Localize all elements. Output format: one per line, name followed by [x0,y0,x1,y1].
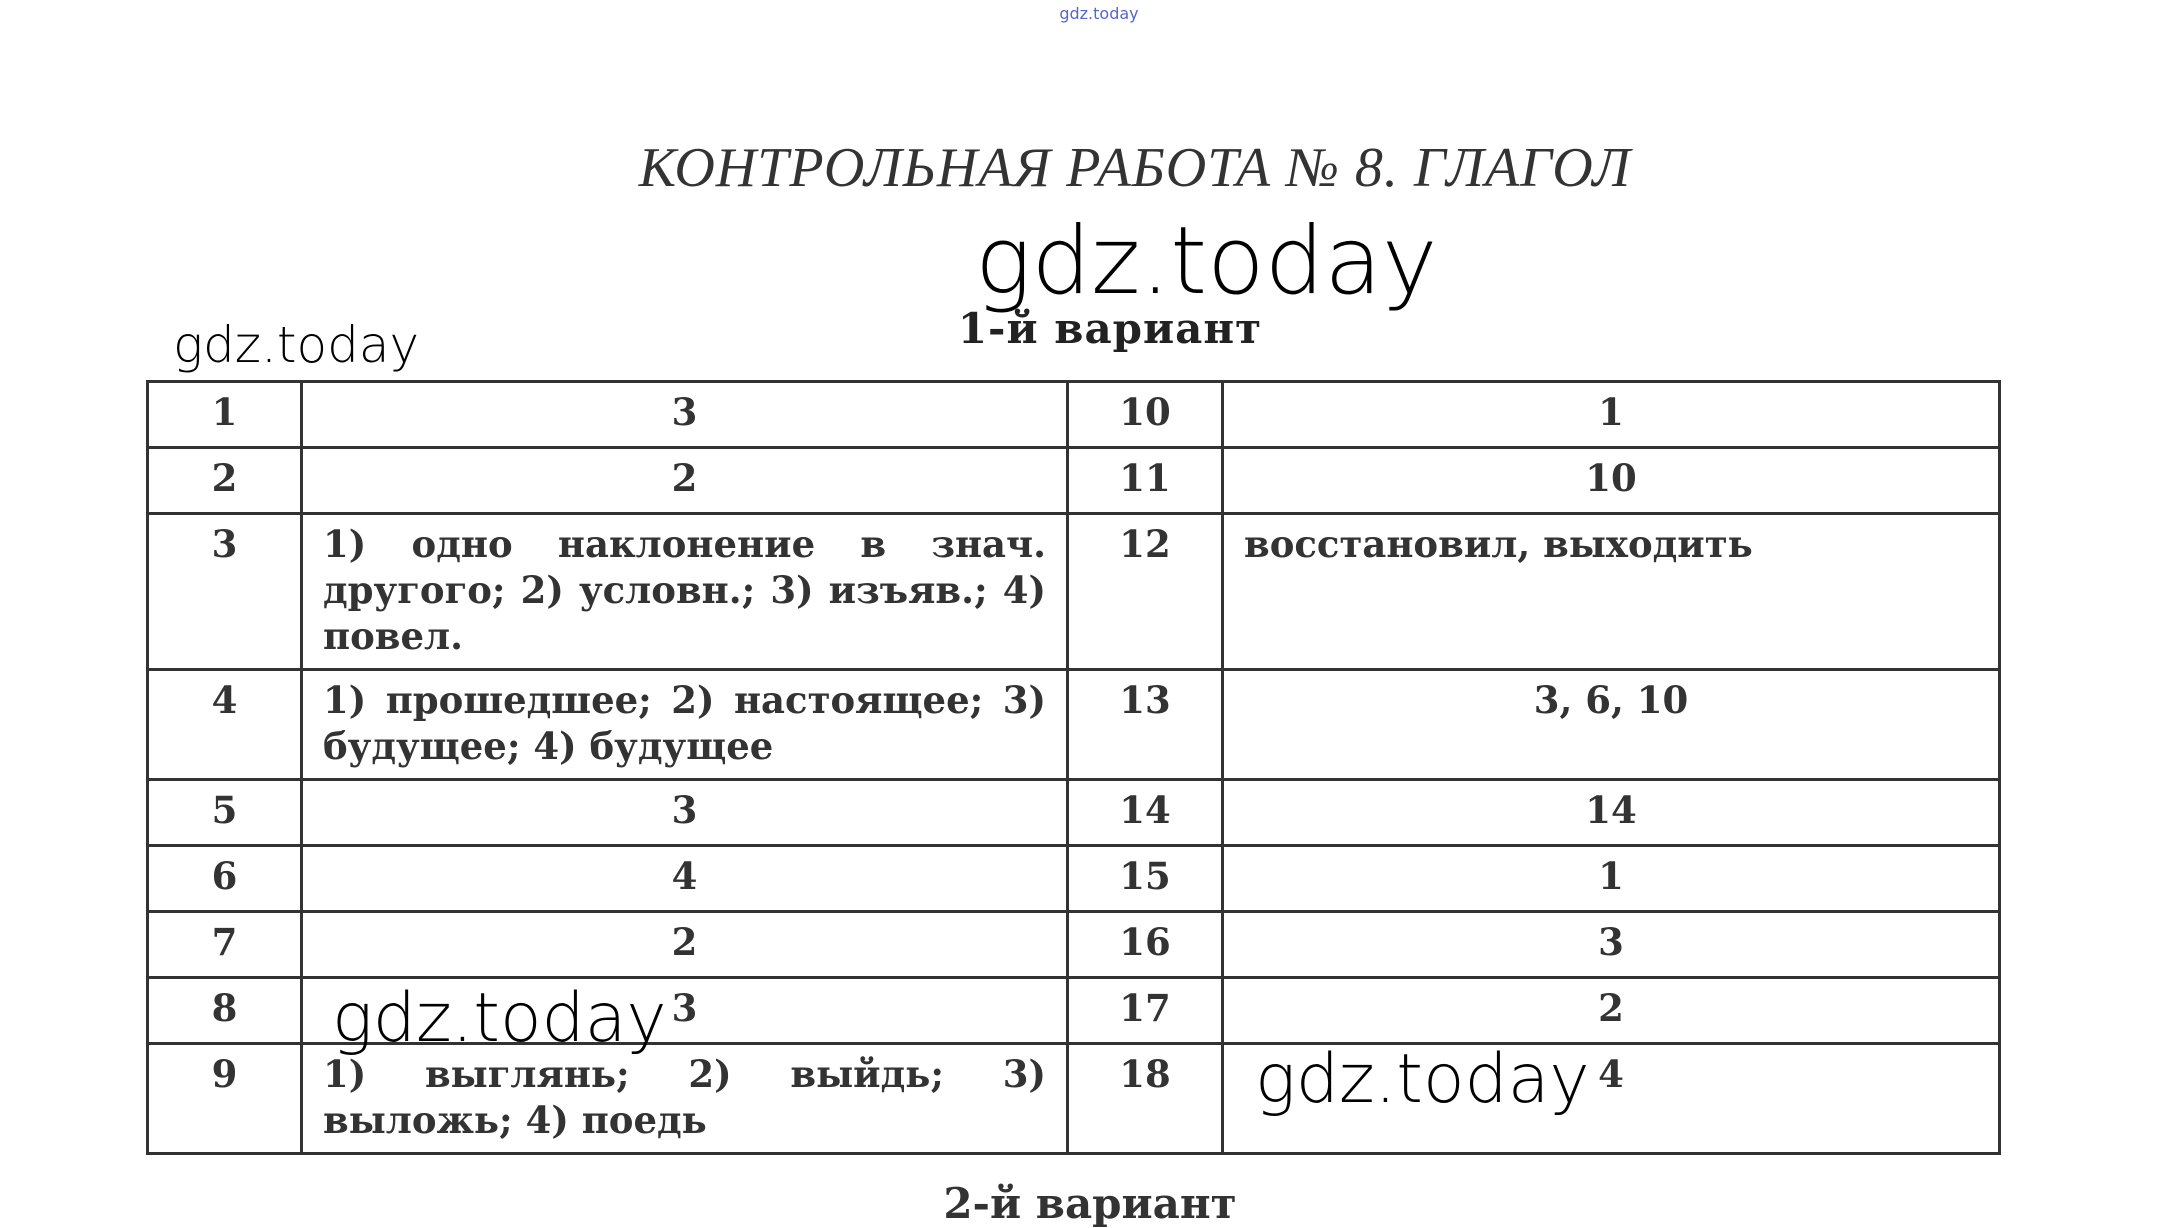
table-row [148,670,2000,780]
variant-heading: 1-й вариант [957,304,1263,353]
table-row [148,1044,2000,1154]
watermark: gdz.today [1255,1040,1590,1119]
task-number: 1 [148,382,302,448]
task-number: 2 [148,448,302,514]
next-variant-heading: 2-й вариант [943,1179,1237,1228]
task-number: 13 [1068,670,1223,780]
top-watermark: gdz.today [1059,4,1139,23]
answer-cell: 1 [1223,382,2000,448]
answer-cell: 3, 6, 10 [1223,670,2000,780]
watermark: gdz.today [332,979,667,1058]
table-row [148,514,2000,670]
answer-cell: 1) выглянь; 2) выйдь; 3) выложь; 4) поедь [302,1044,1068,1154]
document-title: КОНТРОЛЬНАЯ РАБОТА № 8. ГЛАГОЛ [638,137,1632,199]
task-number: 11 [1068,448,1223,514]
answer-cell: 3 [302,382,1068,448]
task-number: 7 [148,912,302,978]
answer-cell: 1) прошедшее; 2) настоящее; 3) будущее; 4) будущее [302,670,1068,780]
answer-cell: 2 [1223,978,2000,1044]
task-number: 14 [1068,780,1223,846]
answer-cell: восстановил, выходить [1223,514,2000,670]
answer-cell: 2 [302,448,1068,514]
answer-cell: 4 [302,846,1068,912]
answer-cell: 10 [1223,448,2000,514]
answer-cell: 3 [302,978,1068,1044]
watermark: gdz.today [975,207,1438,316]
task-number: 4 [148,670,302,780]
answer-cell: 1 [1223,846,2000,912]
answer-cell: 2 [302,912,1068,978]
answer-cell: 4 [1223,1044,2000,1154]
task-number: 9 [148,1044,302,1154]
answer-cell: 14 [1223,780,2000,846]
task-number: 18 [1068,1044,1223,1154]
task-number: 12 [1068,514,1223,670]
answer-cell: 3 [302,780,1068,846]
task-number: 6 [148,846,302,912]
task-number: 3 [148,514,302,670]
task-number: 15 [1068,846,1223,912]
task-number: 10 [1068,382,1223,448]
task-number: 5 [148,780,302,846]
watermark: gdz.today [173,316,420,374]
answer-cell: 1) одно наклонение в знач. другого; 2) условн.; 3) изъяв.; 4) повел. [302,514,1068,670]
table-row [148,912,2000,978]
table-row [148,846,2000,912]
table-row [148,382,2000,448]
table-row [148,448,2000,514]
task-number: 8 [148,978,302,1044]
table-row [148,780,2000,846]
task-number: 16 [1068,912,1223,978]
answer-cell: 3 [1223,912,2000,978]
task-number: 17 [1068,978,1223,1044]
